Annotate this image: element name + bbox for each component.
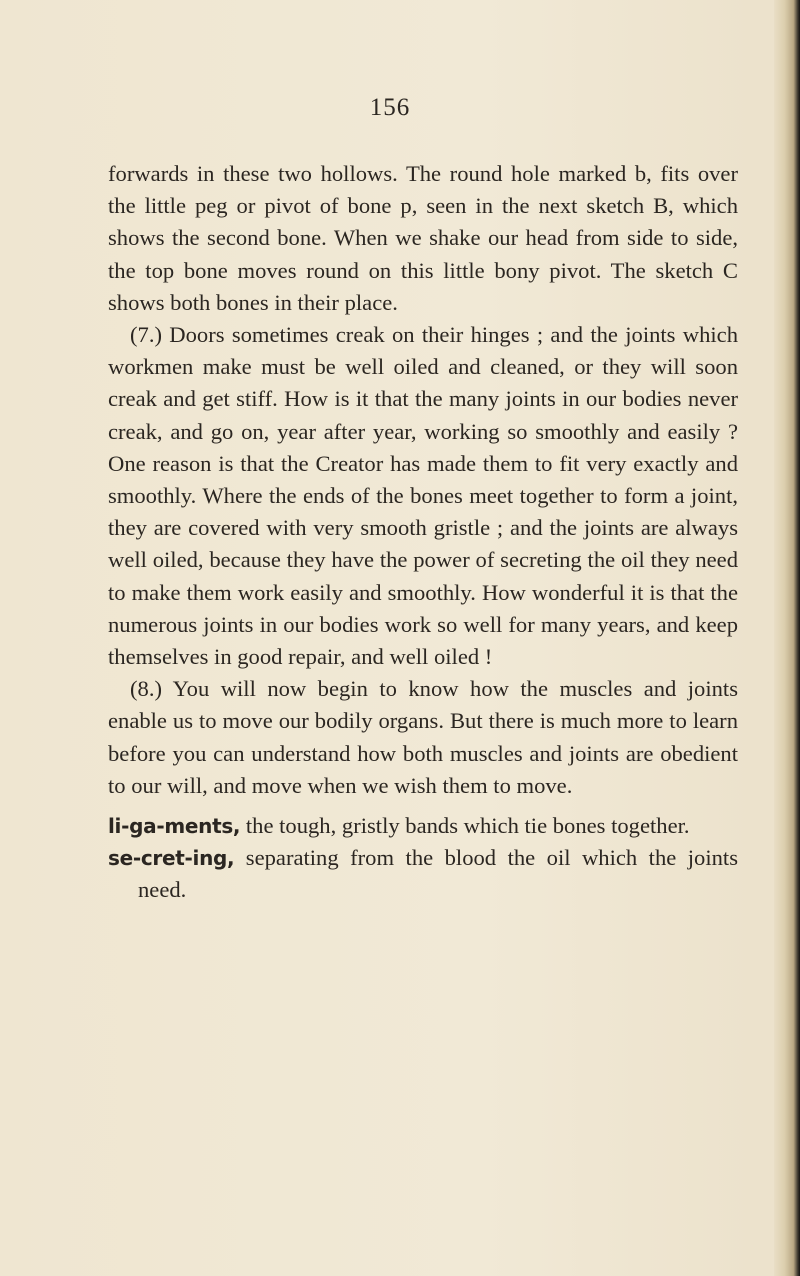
glossary-term: se-cret-ing, [108, 846, 235, 871]
page-edge-shadow [774, 0, 800, 1276]
page-number: 156 [369, 94, 411, 121]
paragraph-continued: forwards in these two hollows. The round hole marked b, fits over the little peg or pivot of bone p, seen in the next sketch B, which shows the second bone. When we shake our head from side to side, the top bone moves round on this little bony pivot. The sketch C shows both bones in their place. [108, 161, 738, 315]
paragraph-7: (7.) Doors sometimes creak on their hinges ; and the joints which workmen make must be well oiled and cleaned, or they will soon creak and get stiff. How is it that the many joints in our bodies never creak, and go on, year after year, working so smoothly and easily ? One reason is that the Creator has made them to fit very exactly and smoothly. Where the ends of the bones meet together to form a joint, they are covered with very smooth gristle ; and the joints are always well oiled, because they have the power of secreting the oil they need to make them work easily and smoothly. How wonderful it is that the numerous joints in our bodies work so well for many years, and keep themselves in good repair, and well oiled ! [108, 322, 738, 670]
paragraph-8: (8.) You will now begin to know how the muscles and joints enable us to move our bodily organs. But there is much more to learn before you can understand how both muscles and joints are obedient to our will, and move when we wish them to move. [108, 676, 738, 798]
glossary-term: li-ga-ments, [108, 814, 241, 839]
glossary-definition: the tough, gristly bands which tie bones together. [240, 813, 690, 839]
glossary-entry [108, 810, 738, 842]
glossary-entry [108, 842, 738, 906]
glossary-definition: separating from the blood the oil which the joints need. [138, 845, 738, 903]
glossary [108, 810, 738, 907]
body-text [108, 158, 738, 907]
